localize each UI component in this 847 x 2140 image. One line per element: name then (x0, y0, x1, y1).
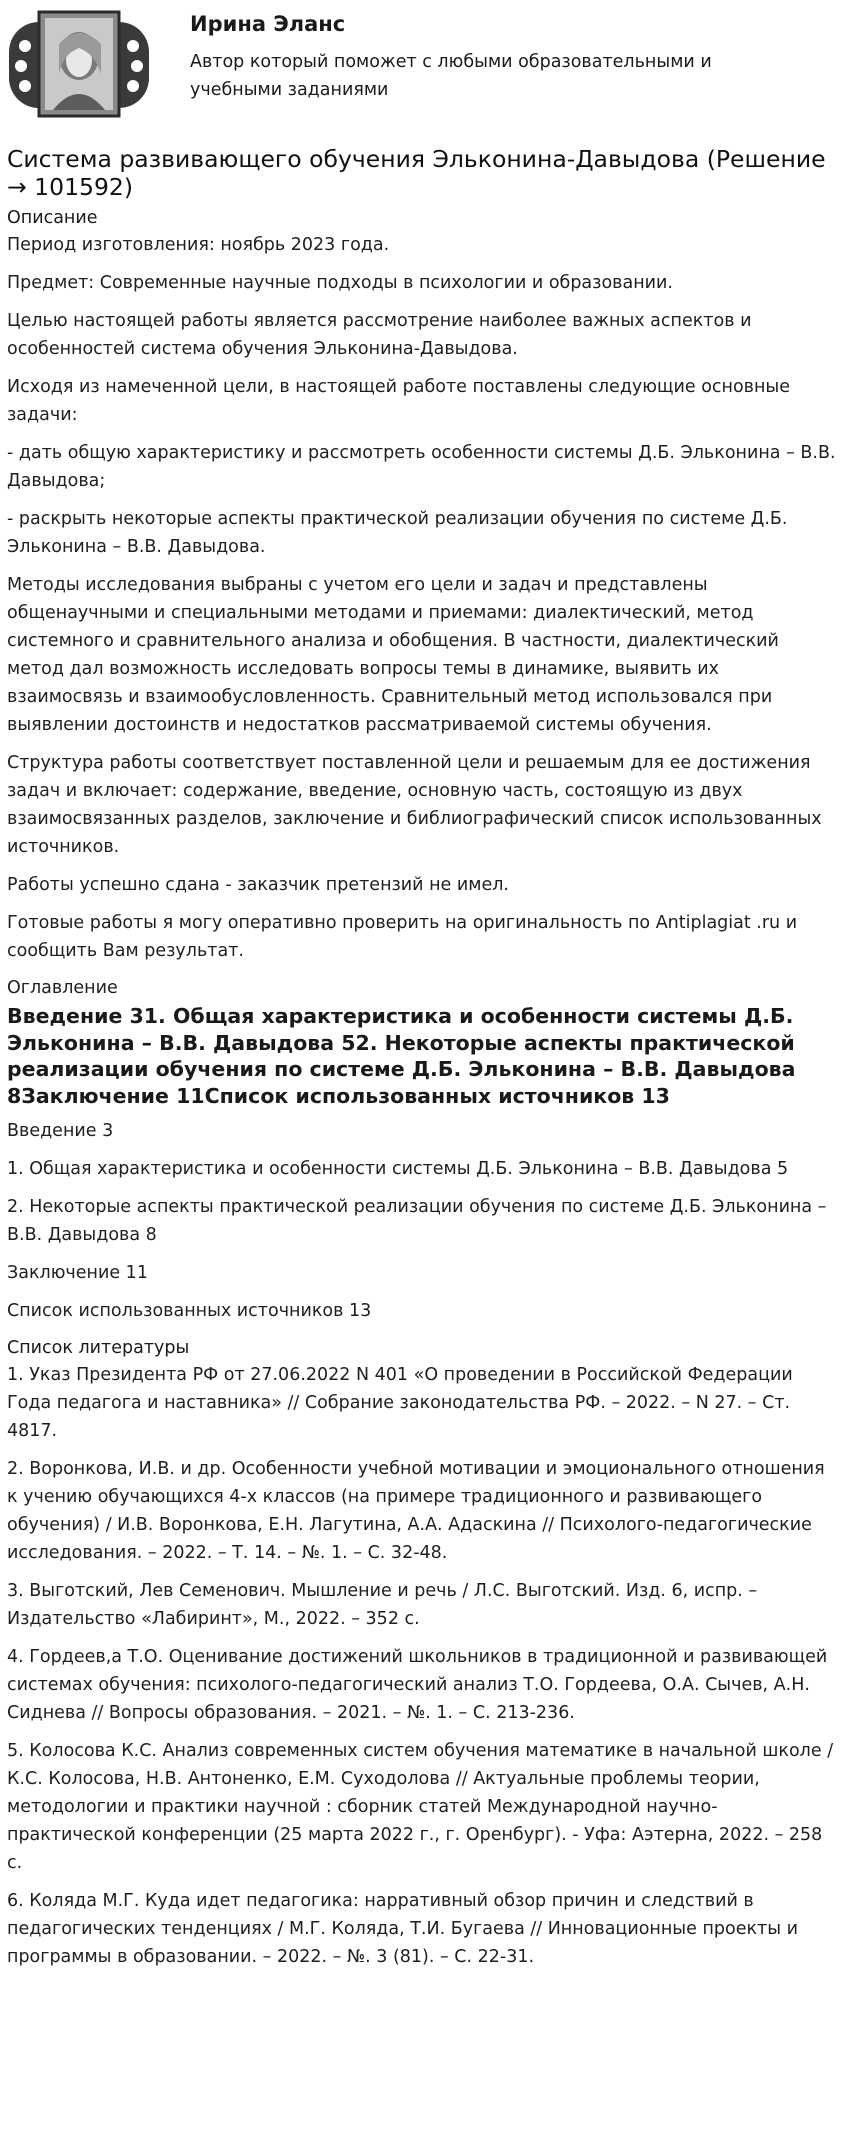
page-title: Система развивающего обучения Эльконина-Давыдова (Решение → 101592) (7, 145, 826, 201)
description-body (7, 231, 840, 965)
description-paragraph: Методы исследования выбраны с учетом его цели и задач и представлены общенаучными и специальными методами и приемами: диалектический, метод системного и сравнительного анализа и обобщения. В частности, диалектический метод дал возможность исследовать вопросы темы в динамике, выявить их взаимосвязь и взаимообусловленность. Сравнительный метод использовался при выявлении достоинств и недостатков рассматриваемой системы обучения. (7, 575, 779, 735)
description-paragraph: Период изготовления: ноябрь 2023 года. (7, 235, 390, 255)
description-paragraph: Структура работы соответствует поставленной цели и решаемым для ее достижения задач и включает: содержание, введение, основную часть, состоящую из двух взаимосвязанных разделов, заключение и библиографический список использованных источников. (7, 753, 822, 857)
author-name[interactable]: Ирина Эланс (190, 12, 346, 36)
literature-label: Список литературы (7, 1338, 190, 1358)
toc-item: Список использованных источников 13 (7, 1301, 372, 1321)
literature-item: 5. Колосова К.С. Анализ современных систем обучения математике в начальной школе / К.С. Колосова, Н.В. Антоненко, Е.М. Суходолова // Актуальные проблемы теории, методологии и практики научной : сборник статей Международной научно-практической конференции (25 марта 2022 г., г. Оренбург). - Уфа: Аэтерна, 2022. – 258 с. (7, 1741, 834, 1873)
description-paragraph: Работы успешно сдана - заказчик претензий не имел. (7, 875, 509, 895)
author-card (7, 0, 840, 128)
toc-heading: Введение 31. Общая характеристика и особенности системы Д.Б. Эльконина – В.В. Давыдова 52. Некоторые аспекты практической реализации обучения по системе Д.Б. Эльконина – В.В. Давыдова 8Заключение 11Список использованных источников 13 (7, 1004, 796, 1108)
author-description: Автор который поможет с любыми образовательными и учебными заданиями (190, 52, 712, 100)
literature-item: 1. Указ Президента РФ от 27.06.2022 N 401 «О проведении в Российской Федерации Года педагога и наставника» // Собрание законодательства РФ. – 2022. – N 27. – Ст. 4817. (7, 1365, 793, 1441)
description-paragraph: - раскрыть некоторые аспекты практической реализации обучения по системе Д.Б. Эльконина – В.В. Давыдова. (7, 509, 788, 557)
toc-label: Оглавление (7, 978, 118, 998)
description-paragraph: Предмет: Современные научные подходы в психологии и образовании. (7, 273, 673, 293)
toc-item: 1. Общая характеристика и особенности системы Д.Б. Эльконина – В.В. Давыдова 5 (7, 1159, 789, 1179)
literature-item: 2. Воронкова, И.В. и др. Особенности учебной мотивации и эмоционального отношения к учению обучающихся 4-х классов (на примере традиционного и развивающего обучения) / И.В. Воронкова, Е.Н. Лагутина, А.А. Адаскина // Психолого-педагогические исследования. – 2022. – Т. 14. – №. 1. – С. 32-48. (7, 1459, 825, 1563)
toc-item: Введение 3 (7, 1121, 114, 1141)
description-paragraph: Готовые работы я могу оперативно проверить на оригинальность по Antiplagiat .ru и сообщить Вам результат. (7, 913, 798, 961)
description-paragraph: Исходя из намеченной цели, в настоящей работе поставлены следующие основные задачи: (7, 377, 791, 425)
literature-item: 3. Выготский, Лев Семенович. Мышление и речь / Л.С. Выготский. Изд. 6, испр. – Издательство «Лабиринт», М., 2022. – 352 с. (7, 1581, 758, 1629)
toc-list (7, 1117, 840, 1325)
description-paragraph: Целью настоящей работы является рассмотрение наиболее важных аспектов и особенностей система обучения Эльконина-Давыдова. (7, 311, 752, 359)
literature-item: 6. Коляда М.Г. Куда идет педагогика: нарративный обзор причин и следствий в педагогических тенденциях / М.Г. Коляда, Т.И. Бугаева // Инновационные проекты и программы в образовании. – 2022. – №. 3 (81). – С. 22-31. (7, 1891, 798, 1967)
author-avatar[interactable] (9, 4, 149, 124)
description-paragraph: - дать общую характеристику и рассмотреть особенности системы Д.Б. Эльконина – В.В. Давыдова; (7, 443, 836, 491)
toc-item: Заключение 11 (7, 1263, 148, 1283)
literature-list (7, 1361, 840, 1971)
description-label: Описание (7, 208, 98, 228)
toc-item: 2. Некоторые аспекты практической реализации обучения по системе Д.Б. Эльконина – В.В. Давыдова 8 (7, 1197, 827, 1245)
literature-item: 4. Гордеев,а Т.О. Оценивание достижений школьников в традиционной и развивающей системах обучения: психолого-педагогический анализ Т.О. Гордеева, О.А. Сычев, А.Н. Сиднева // Вопросы образования. – 2021. – №. 1. – С. 213-236. (7, 1647, 828, 1723)
